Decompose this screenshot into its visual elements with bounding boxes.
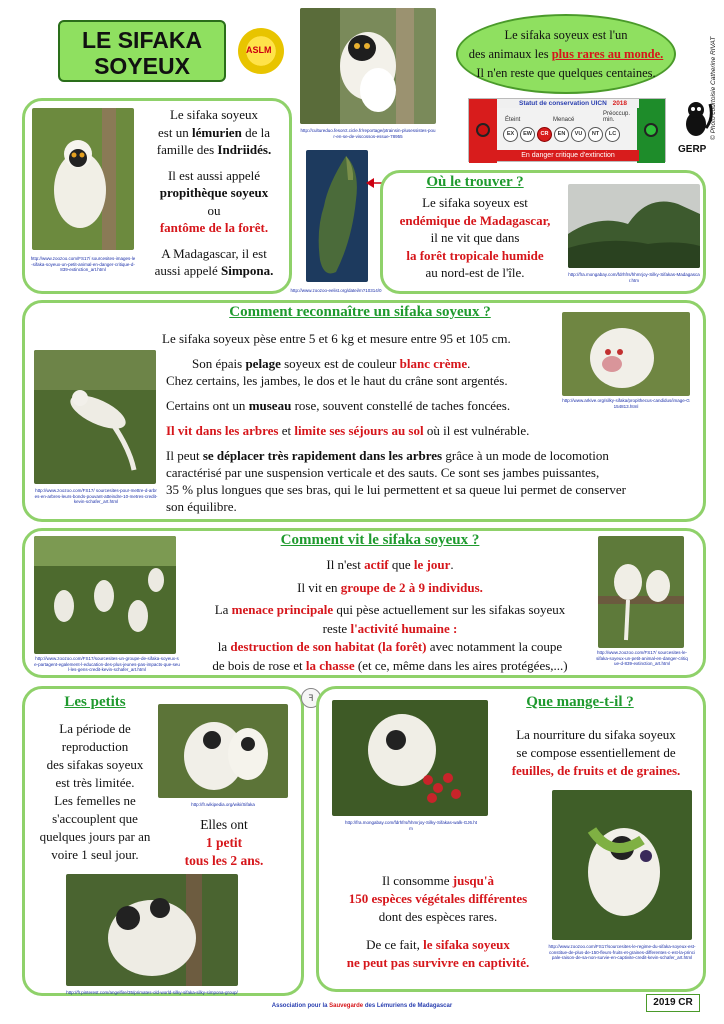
photo-baby-on-back: [66, 874, 238, 986]
recognize-p4-post: rose, souvent constellé de taches foncées.: [291, 398, 511, 413]
uicn-status-panel: [468, 98, 666, 162]
eats-line-2: se compose essentiellement de: [516, 745, 676, 760]
uicn-label-menace: Menacé: [553, 117, 575, 123]
lives-caption-left: http://www.zoozoo.com/FS17/sourcesites-un-groupe-de-sifaka-soyeux-se-partagent-egalement-l-education-des-plus-jeunes-pas-impacts-que-seul-les-gens-credit-kevin-schafer_art.html: [34, 656, 180, 672]
eats-l4-pre: Il consomme: [382, 873, 453, 888]
logo-text: ASLM: [246, 45, 272, 55]
recognize-p7: caractérisé par une suspension verticale et des sauts. Ce sont ses jambes puissantes,: [166, 465, 600, 480]
lives-line-6: [184, 657, 596, 676]
young-line-1: La période de: [59, 721, 131, 736]
lives-l5-pre: la: [217, 639, 231, 654]
intro-line-7: fantôme de la forêt.: [159, 220, 269, 235]
recognize-p2-post: .: [467, 356, 471, 371]
oval-line-2-red: plus rares au monde.: [551, 47, 664, 61]
red-light-icon: [476, 123, 490, 137]
where-line-2: endémique de Madagascar,: [399, 212, 551, 228]
lives-l4-red: l'activité humaine :: [350, 620, 458, 636]
intro-l9-pre: aussi appelé: [154, 263, 222, 278]
intro-text: [140, 106, 288, 280]
recognize-p4-bold: museau: [248, 398, 292, 413]
eats-l4-red: jusqu'à: [452, 873, 494, 888]
lives-line-1: [184, 556, 596, 575]
recognize-p4: [166, 397, 686, 414]
where-caption: http://fra.mongabay.com/fdrhfrs/hhmrjoy-Silky-Sifakas-Madagascar.htm: [568, 272, 700, 283]
young-text: [30, 720, 160, 864]
uicn-cat-vu: VU: [571, 127, 586, 142]
where-line-1: Le sifaka soyeux est: [422, 195, 528, 210]
young-caption-top: http://fr.wikipedia.org/wiki/Sifaka: [191, 802, 255, 807]
intro-line-4: Il est aussi appelé: [167, 167, 261, 183]
title-line-1: LE SIFAKA: [81, 27, 203, 53]
lives-text: [184, 556, 596, 675]
intro-line-9: [140, 262, 288, 280]
intro-l3-bold: Indriidés.: [217, 142, 272, 157]
intro-l9-bold: Simpona.: [221, 263, 274, 278]
rarity-oval: [456, 14, 676, 94]
intro-l3-pre: famille des: [156, 142, 218, 157]
lives-line-5: [184, 638, 596, 657]
eats-l7-pre: De ce fait,: [366, 937, 424, 952]
lives-l3-red: menace principale: [231, 602, 334, 617]
intro-line-2: [140, 124, 288, 142]
where-line-4: la forêt tropicale humide: [406, 247, 544, 263]
eats-line-6: dont des espèces rares.: [378, 909, 498, 924]
lives-l6-pre: de bois de rose et: [212, 657, 306, 673]
lives-l1-pre: Il n'est: [326, 557, 365, 572]
eats-line-4: [330, 872, 546, 890]
lives-heading: Comment vit le sifaka soyeux ?: [280, 532, 480, 548]
photo-credit: © Photo courtoisie Catherine RIVAT: [710, 36, 717, 140]
sifaka-tree-image: [300, 8, 436, 124]
young-line-7: quelques jours par an: [39, 829, 151, 844]
photo-sifaka-group: [34, 536, 176, 654]
lives-l1-mid: que: [388, 557, 414, 572]
lives-l3-post: qui pèse actuellement sur les sifakas soyeux: [333, 602, 566, 617]
where-text: [386, 194, 564, 282]
recognize-p5-red1: Il vit dans les arbres: [166, 423, 279, 438]
lives-line-2: [184, 579, 596, 598]
recognize-text: [162, 330, 686, 515]
uicn-cat-nt: NT: [588, 127, 603, 142]
lives-l6-red: la chasse: [305, 657, 355, 673]
young-r1: Elles ont: [200, 817, 248, 832]
young-line-2: reproduction: [61, 739, 129, 754]
footer-year: 2019 CR: [646, 994, 700, 1012]
uicn-cat-lc: LC: [605, 127, 620, 142]
eats-l7-red: le sifaka soyeux: [423, 937, 510, 952]
uicn-label-eteint: Éteint: [505, 117, 521, 123]
lemur-badge-icon: ꟻ: [301, 688, 321, 708]
intro-line-5: propithèque soyeux: [159, 185, 269, 200]
lives-l1-red2: le jour: [413, 557, 451, 572]
recognize-p2-red: blanc crème: [399, 356, 468, 371]
recognize-p4-pre: Certains ont un: [166, 398, 249, 413]
uicn-cat-cr: CR: [537, 127, 552, 142]
recognize-p6-post: grâce à un mode de locomotion: [442, 448, 609, 463]
young-line-3: des sifakas soyeux: [46, 757, 144, 772]
eats-caption-right: http://www.zoozoo.com/FS17/sourcesites-le-regime-du-sifaka-soyeux-est-constitue-de-plus-de-150-fleurs-fruits-et-graines-differentes-c-est-la-principale-raison-de-sa-non-survie-en-captivite-credit-kevin-schafer_art.html: [548, 944, 696, 960]
where-line-3: il ne vit que dans: [430, 230, 520, 245]
recognize-p3: Chez certains, les jambes, le dos et le haut du crâne sont argentés.: [166, 373, 508, 388]
recognize-p5-red2: limite ses séjours au sol: [294, 423, 424, 438]
uicn-year: 2018: [612, 100, 628, 107]
uicn-green-band: [637, 99, 665, 163]
uicn-categories: [503, 127, 620, 142]
photo-sifaka-branch: [598, 536, 684, 648]
uicn-label-preoccup: Préoccup. min.: [603, 111, 631, 123]
page-title: [58, 20, 226, 82]
map-madagascar: [306, 150, 368, 282]
young-r3: tous les 2 ans.: [184, 853, 264, 868]
photo-intro-sifaka: [32, 108, 134, 250]
lives-line-3: [184, 601, 596, 620]
lives-l3-pre: La: [214, 602, 232, 617]
intro-line-3: [140, 141, 288, 159]
photo-leaping-sifaka: [34, 350, 156, 484]
recognize-p8: 35 % plus longues que ses bras, qui le lui permettent et sa queue lui permet de conserver: [166, 482, 626, 497]
young-right-text: [170, 816, 278, 870]
oval-line-1: Le sifaka soyeux est l'un: [504, 28, 628, 42]
eats-heading: Que mange-t-il ?: [526, 694, 634, 710]
photo-top-caption: http://cultureduo.fesorct.cicle.fr/reportage/ptrainsin-plusessistes-pour-en-se-de-viscossos-essue-78955: [300, 128, 436, 139]
photo-eating-leaves: [552, 790, 692, 940]
eats-text-bottom: [330, 872, 546, 972]
lives-l2-red: groupe de 2 à 9 individus.: [340, 579, 483, 595]
recognize-p2-pre: Son épais: [192, 356, 246, 371]
eats-caption-left: http://fra.mongabay.com/fdrhfrs/hhmrjoy-Silky-Sifakas-walk-GJ6.htm: [345, 820, 477, 831]
young-line-8: voire 1 seul jour.: [51, 847, 139, 862]
intro-l2-post: de la: [241, 124, 270, 140]
recognize-p6-pre: Il peut: [166, 448, 203, 463]
eats-text-top: [494, 726, 698, 780]
young-line-4: est très limitée.: [55, 775, 135, 790]
aslm-logo: [238, 28, 284, 74]
footer-text-post: des Lémuriens de Madagascar: [363, 1003, 453, 1009]
intro-l2-bold: lémurien: [191, 124, 242, 140]
recognize-p9: son équilibre.: [166, 499, 237, 514]
where-heading: Où le trouver ?: [426, 174, 524, 190]
oval-line-2-pre: des animaux les: [468, 47, 552, 61]
uicn-cat-en: EN: [554, 127, 569, 142]
recognize-heading: Comment reconnaître un sifaka soyeux ?: [229, 304, 491, 320]
recognize-p6: [166, 447, 686, 464]
lives-l2-pre: Il vit en: [297, 579, 341, 595]
uicn-cat-ew: EW: [520, 127, 535, 142]
where-line-5: au nord-est de l'île.: [425, 265, 525, 280]
recognize-p2-bold: pelage: [245, 356, 281, 371]
photo-sifaka-tree: [300, 8, 436, 124]
recognize-p5-mid: et: [278, 423, 295, 438]
gerp-label: GERP: [678, 144, 707, 155]
eats-line-8: ne peut pas survivre en captivité.: [346, 955, 530, 970]
eats-line-7: [330, 936, 546, 954]
recognize-caption-right: http://www.arkive.org/silky-sifaka/propithecus-candidus/image-G154813.html: [562, 398, 690, 409]
recognize-p2-mid: soyeux est de couleur: [280, 356, 400, 371]
map-caption: http://www.zoozoo-eelist.org/datei/m?10314/0: [290, 288, 382, 293]
recognize-p1: Le sifaka soyeux pèse entre 5 et 6 kg et mesure entre 95 et 105 cm.: [162, 331, 511, 346]
young-r2: 1 petit: [205, 835, 243, 850]
footer-text-pre: Association pour la: [271, 1003, 330, 1009]
intro-line-1: Le sifaka soyeux: [169, 107, 259, 122]
green-light-icon: [644, 123, 658, 137]
lives-l4-pre: reste: [322, 620, 351, 636]
young-caption-bottom: http://fr.pinterest.com/angelfire/35/primates-old-world-silky-sifaka-silky-simpona-group/: [66, 990, 238, 995]
oval-line-2: [458, 45, 674, 64]
young-line-6: s'accouplent que: [52, 811, 138, 826]
eats-line-1: La nourriture du sifaka soyeux: [516, 727, 676, 742]
lives-l5-red: destruction de son habitat (la forêt): [230, 639, 427, 654]
lives-line-4: [184, 620, 596, 639]
oval-line-3: Il n'en reste que quelques centaines.: [476, 66, 656, 80]
recognize-p6-bold: se déplacer très rapidement dans les arbres: [202, 448, 443, 463]
uicn-title-bar: [497, 99, 639, 108]
intro-line-8: A Madagascar, il est: [161, 245, 267, 261]
photo-eating-berries: [332, 700, 488, 816]
intro-caption: http://www.zoozoo.com/FS17/ sourcesites-images-le-sifaka-soyeux-un-petit-animal-en-danger-critique-d-839-extinction_art.html: [30, 256, 136, 272]
uicn-red-band: [469, 99, 497, 163]
title-line-2: SOYEUX: [94, 53, 190, 79]
recognize-caption-left: http://www.zoozoo.com/FS17/ sourcesites-pour-mettre-d-arbres-en-arbres-leurs-bonds-pouvant-atteindre-10-metres-credit-kevin-schafer_art.html: [34, 488, 158, 504]
recognize-p2: [192, 355, 686, 372]
lives-l5-post: avec notamment la coupe: [426, 639, 563, 654]
recognize-p5-post: où il est vulnérable.: [423, 423, 530, 438]
lives-l6-post: (et ce, même dans les aires protégées,...): [354, 657, 568, 673]
footer-text-mid: Sauvegarde: [329, 1003, 364, 1009]
young-heading: Les petits: [64, 694, 126, 710]
uicn-title: Statut de conservation UICN: [519, 100, 607, 107]
photo-forest: [568, 184, 700, 268]
lives-caption-right: http://www.zoozoo.com/FS17/ sourcesites-le-sifaka-soyeux-un-petit-animal-en-danger-critique-d-839-extinction_art.html: [596, 650, 688, 666]
recognize-p5: [166, 422, 686, 439]
intro-l2-pre: est un: [158, 124, 192, 140]
footer-association: [0, 1003, 724, 1009]
eats-line-3: feuilles, de fruits et de graines.: [511, 763, 681, 778]
uicn-footer: En danger critique d'extinction: [497, 150, 639, 161]
oval-text: [458, 26, 674, 83]
eats-line-5: 150 espèces végétales différentes: [348, 891, 528, 906]
young-line-5: Les femelles ne: [54, 793, 136, 808]
uicn-cat-ex: EX: [503, 127, 518, 142]
intro-line-6: ou: [207, 202, 221, 218]
photo-mother-baby: [158, 704, 288, 798]
lives-l1-post: .: [450, 557, 454, 572]
lives-l1-red: actif: [364, 557, 389, 572]
